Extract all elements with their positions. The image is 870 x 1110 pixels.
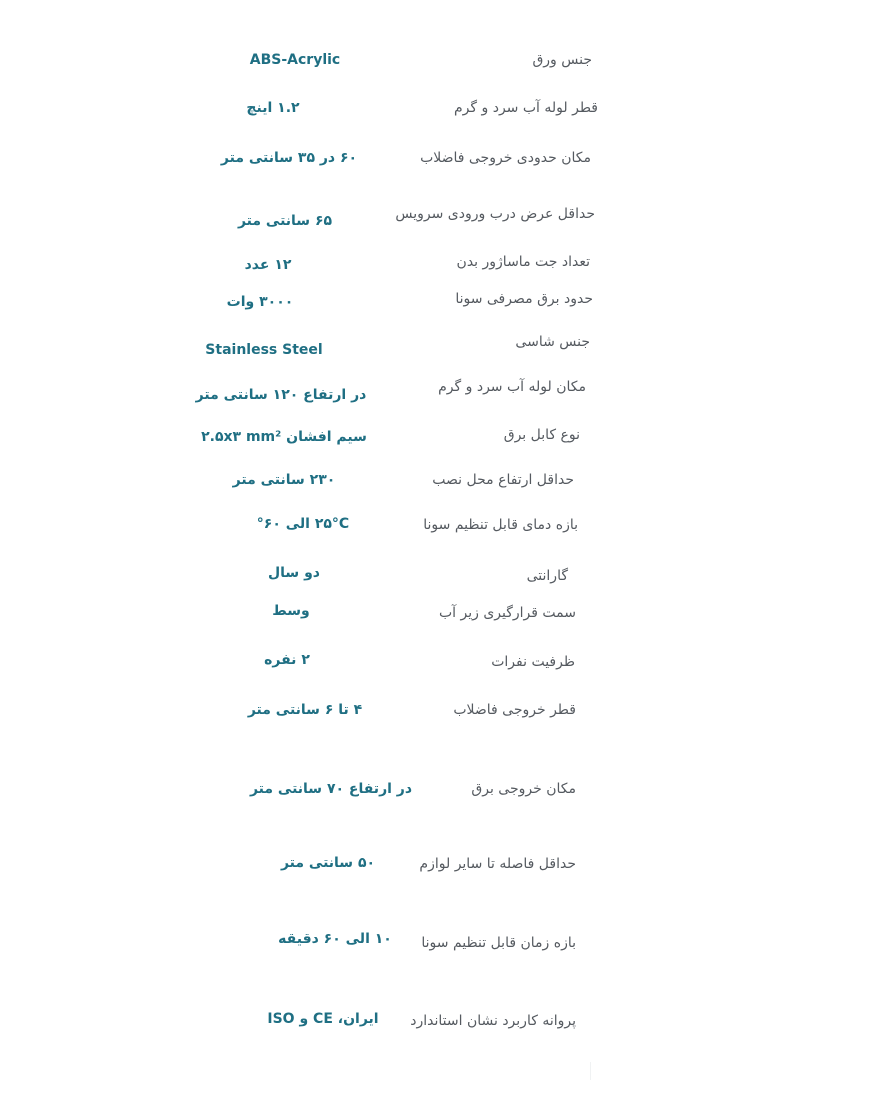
spec-value: ۶۵ سانتی متر	[237, 213, 333, 229]
spec-label: مکان خروجی برق	[471, 781, 576, 797]
spec-row-time-range	[0, 926, 870, 960]
spec-value: دو سال	[268, 565, 320, 581]
spec-row-power-cable	[0, 418, 870, 452]
spec-row-min-door-width	[0, 197, 870, 231]
spec-label: پروانه کاربرد نشان استاندارد	[410, 1013, 576, 1029]
spec-label: مکان حدودی خروجی فاضلاب	[420, 150, 591, 166]
spec-value: ۱۰ الی ۶۰ دقیقه	[278, 931, 392, 947]
spec-row-sheet-material	[0, 43, 870, 77]
spec-row-chassis-material	[0, 325, 870, 359]
spec-value: ۱.۲ اینچ	[246, 100, 300, 116]
spec-value: ۱۲ عدد	[244, 257, 292, 273]
spec-label: حداقل ارتفاع محل نصب	[432, 472, 574, 488]
spec-label: نوع کابل برق	[503, 427, 580, 443]
spec-value: ۳۰۰۰ وات	[226, 294, 294, 310]
spec-row-power-consumption	[0, 282, 870, 316]
spec-row-water-pipe-diameter	[0, 91, 870, 125]
spec-value: سیم افشان ۲.۵x۳ mm²	[201, 429, 367, 445]
spec-label: گارانتی	[526, 568, 568, 584]
spec-value: ایران، CE و ISO	[267, 1011, 379, 1027]
spec-value: در ارتفاع ۷۰ سانتی متر	[249, 781, 413, 797]
spec-value: ۲ نفره	[264, 652, 310, 668]
spec-label: مکان لوله آب سرد و گرم	[438, 379, 586, 395]
spec-value: در ارتفاع ۱۲۰ سانتی متر	[195, 387, 367, 403]
spec-value: ۲۳۰ سانتی متر	[232, 472, 336, 488]
spec-label: جنس ورق	[532, 52, 592, 68]
spec-label: جنس شاسی	[515, 334, 590, 350]
spec-value: ۵۰ سانتی متر	[280, 855, 376, 871]
divider	[590, 1062, 591, 1080]
spec-label: بازه دمای قابل تنظیم سونا	[423, 517, 578, 533]
spec-row-power-outlet-location	[0, 772, 870, 806]
spec-value: ABS-Acrylic	[249, 52, 341, 68]
spec-row-massage-jets	[0, 245, 870, 279]
spec-row-capacity	[0, 645, 870, 679]
spec-row-min-clearance	[0, 847, 870, 881]
spec-row-warranty	[0, 556, 870, 590]
spec-label: قطر لوله آب سرد و گرم	[454, 100, 598, 116]
spec-label: حدود برق مصرفی سونا	[455, 291, 593, 307]
spec-label: سمت قرارگیری زیر آب	[438, 605, 576, 621]
spec-row-drain-diameter	[0, 693, 870, 727]
spec-value: ۴ تا ۶ سانتی متر	[247, 702, 363, 718]
spec-row-water-pipe-location	[0, 370, 870, 404]
spec-row-min-install-height	[0, 463, 870, 497]
spec-row-standard-certificate	[0, 1004, 870, 1038]
spec-row-drain-location	[0, 141, 870, 175]
spec-label: حداقل فاصله تا سایر لوازم	[419, 856, 576, 872]
spec-label: حداقل عرض درب ورودی سرویس	[395, 206, 595, 222]
spec-label: ظرفیت نفرات	[491, 654, 575, 670]
spec-row-shower-position	[0, 596, 870, 630]
spec-label: قطر خروجی فاضلاب	[453, 702, 576, 718]
spec-row-temperature-range	[0, 508, 870, 542]
spec-label: تعداد جت ماساژور بدن	[456, 254, 590, 270]
spec-value: ۲۵°C الی ۶۰°	[256, 516, 350, 532]
spec-label: بازه زمان قابل تنظیم سونا	[421, 935, 576, 951]
spec-value: ۶۰ در ۳۵ سانتی متر	[220, 150, 358, 166]
spec-value: Stainless Steel	[205, 342, 323, 358]
spec-value: وسط	[272, 603, 310, 619]
